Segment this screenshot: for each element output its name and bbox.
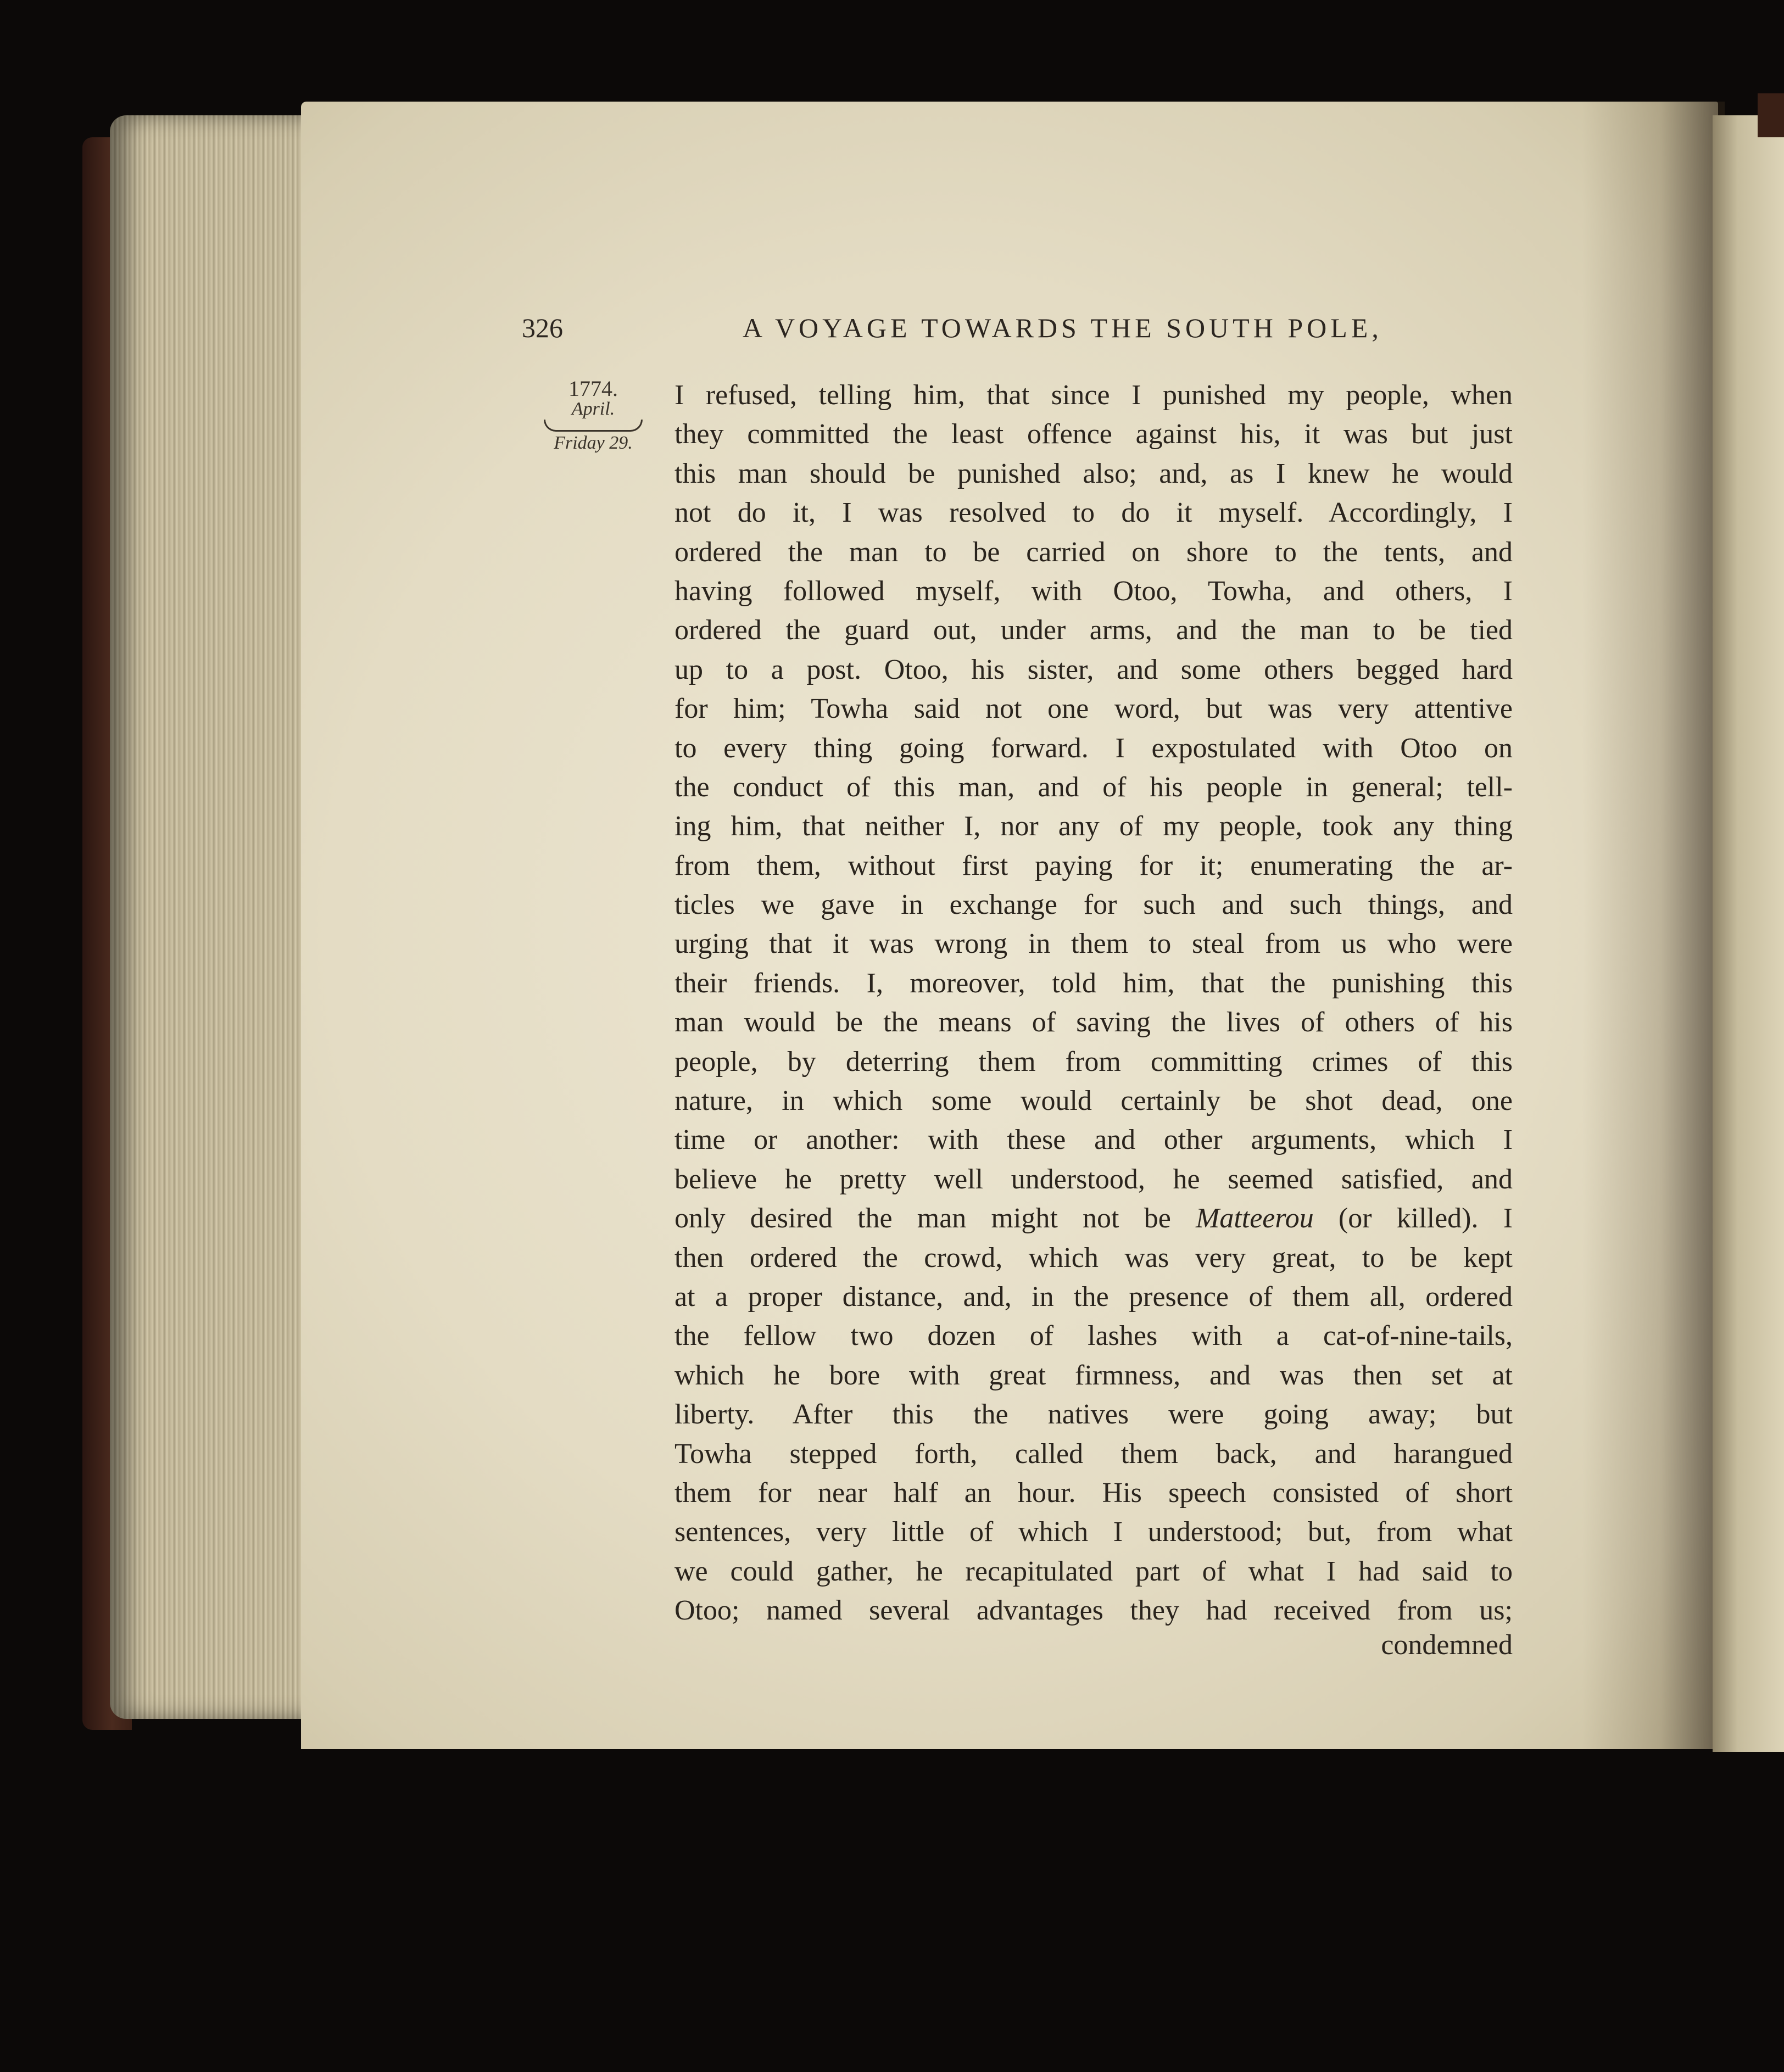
running-title: A VOYAGE TOWARDS THE SOUTH POLE, (743, 312, 1382, 343)
text-line: the conduct of this man, and of his people in general; tell- (674, 771, 1513, 803)
page-number: 326 (522, 312, 563, 343)
body-text (674, 376, 1513, 1630)
text-line: then ordered the crowd, which was very great, to be kept (674, 1242, 1513, 1274)
text-segment: only desired the man might not be (674, 1203, 1171, 1235)
text-line: at a proper distance, and, in the presence of them all, ordered (674, 1281, 1513, 1313)
margin-month: April. (571, 399, 615, 419)
italic-word: Matteerou (1196, 1203, 1314, 1235)
text-line: the fellow two dozen of lashes with a cat-of-nine-tails, (674, 1320, 1513, 1352)
text-line: their friends. I, moreover, told him, that the punishing this (674, 967, 1513, 999)
text-line: people, by deterring them from committing crimes of this (674, 1046, 1513, 1077)
text-line: I refused, telling him, that since I punished my people, when (674, 379, 1513, 411)
text-line: from them, without first paying for it; enumerating the ar- (674, 850, 1513, 881)
margin-brace (544, 420, 643, 432)
text-line: not do it, I was resolved to do it myself. Accordingly, I (674, 497, 1513, 529)
text-line: urging that it was wrong in them to steal from us who were (674, 928, 1513, 960)
text-line: for him; Towha said not one word, but was very attentive (674, 693, 1513, 725)
text-line: time or another: with these and other arguments, which I (674, 1124, 1513, 1156)
gutter-shadow (1582, 102, 1725, 1749)
text-line: ordered the man to be carried on shore to the tents, and (674, 536, 1513, 568)
text-segment: (or killed). I (1338, 1203, 1513, 1235)
text-line: ticles we gave in exchange for such and such things, and (674, 889, 1513, 921)
margin-year: 1774. (568, 376, 618, 401)
text-line: believe he pretty well understood, he seemed satisfied, and (674, 1163, 1513, 1195)
text-line: we could gather, he recapitulated part of what I had said to (674, 1555, 1513, 1587)
text-line: ordered the guard out, under arms, and the man to be tied (674, 615, 1513, 646)
text-line: Otoo; named several advantages they had received from us; (674, 1595, 1513, 1627)
text-line: which he bore with great firmness, and was then set at (674, 1359, 1513, 1391)
facing-page-edge (1713, 115, 1784, 1752)
text-line: up to a post. Otoo, his sister, and some others begged hard (674, 654, 1513, 685)
catchword: condemned (1381, 1629, 1513, 1661)
text-line: Towha stepped forth, called them back, and harangued (674, 1438, 1513, 1470)
text-line: liberty. After this the natives were going away; but (674, 1399, 1513, 1431)
text-line: having followed myself, with Otoo, Towha, and others, I (674, 575, 1513, 607)
text-line: nature, in which some would certainly be shot dead, one (674, 1085, 1513, 1117)
text-line: them for near half an hour. His speech consisted of short (674, 1477, 1513, 1509)
text-line: this man should be punished also; and, as I knew he would (674, 457, 1513, 489)
marginal-date-note (538, 378, 648, 453)
text-line: to every thing going forward. I expostulated with Otoo on (674, 732, 1513, 764)
text-line: ing him, that neither I, nor any of my people, took any thing (674, 811, 1513, 842)
margin-day: Friday 29. (554, 433, 633, 453)
text-line-with-italic (674, 1199, 1513, 1238)
book-cover-right (1758, 93, 1784, 137)
text-line: they committed the least offence against his, it was but just (674, 418, 1513, 450)
text-line: sentences, very little of which I understood; but, from what (674, 1516, 1513, 1548)
page-edges (110, 115, 319, 1719)
text-line: man would be the means of saving the lives of others of his (674, 1007, 1513, 1038)
